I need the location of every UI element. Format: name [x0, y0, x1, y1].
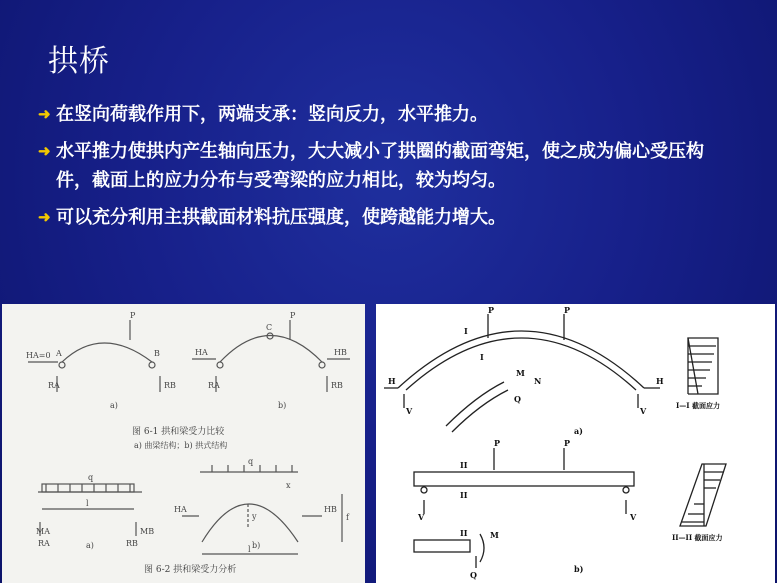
label-y: y: [252, 512, 257, 521]
label-p: P: [564, 305, 571, 315]
label-i: I: [464, 326, 468, 336]
label-v: V: [640, 406, 647, 416]
fig1-a-label: a): [110, 401, 118, 410]
label-f: f: [346, 513, 349, 522]
label-a: A: [56, 349, 62, 358]
label-ha: HA: [174, 505, 187, 514]
fig1-caption: 图 6-1 拱和梁受力比较: [132, 427, 225, 437]
label-q: Q: [514, 394, 521, 404]
fig1-subcaption: a) 曲梁结构；b) 拱式结构: [134, 441, 228, 450]
label-hb: HB: [334, 348, 347, 357]
label-m: M: [516, 368, 525, 378]
label-v: V: [630, 512, 637, 522]
right-figure-panel: [376, 304, 775, 583]
beam-support-right: [623, 487, 629, 493]
arch-outer-curve: [398, 331, 644, 388]
bullet-list: [38, 100, 738, 240]
label-ha: HA: [195, 348, 208, 357]
stress-diagram-2: [680, 464, 726, 526]
label-h: H: [656, 376, 664, 386]
arch-segment: [446, 382, 504, 426]
label-ma: MA: [36, 527, 50, 536]
label-p: P: [290, 311, 296, 320]
arrow-bullet-icon: ➜: [38, 142, 51, 160]
stress-label-2: II—II 截面应力: [672, 533, 723, 542]
arch-inner-curve: [406, 338, 636, 390]
arrow-bullet-icon: ➜: [38, 208, 51, 226]
support-pin-a: [217, 362, 223, 368]
moment-arc: [480, 534, 484, 562]
label-q: Q: [470, 570, 477, 580]
arch-section-stress-figure: [376, 304, 775, 583]
arch-analysis: [202, 504, 298, 542]
label-m: M: [490, 530, 499, 540]
arrow-bullet-icon: ➜: [38, 105, 51, 123]
label-q: q: [248, 457, 254, 466]
label-v: V: [406, 406, 413, 416]
label-rb: RB: [164, 381, 176, 390]
bullet-item: [38, 203, 738, 232]
beam-segment: [414, 540, 470, 552]
label-hb: HB: [324, 505, 337, 514]
label-ra: RA: [208, 381, 220, 390]
bullet-text: 可以充分利用主拱截面材料抗压强度，使跨越能力增大。: [56, 207, 506, 228]
label-p: P: [130, 311, 136, 320]
label-v: V: [418, 512, 425, 522]
support-roller-b: [149, 362, 155, 368]
label-rb: RB: [331, 381, 343, 390]
label-q: q: [88, 473, 94, 482]
label-ii: II: [460, 460, 468, 470]
curved-beam-a: [62, 343, 152, 362]
label-ra: RA: [38, 539, 50, 548]
label-ha0: HA=0: [26, 351, 51, 360]
straight-beam: [414, 472, 634, 486]
label-h: H: [388, 376, 396, 386]
label-p: P: [494, 438, 501, 448]
arch-beam-comparison-figure: [2, 304, 365, 583]
label-rb: RB: [126, 539, 138, 548]
beam-load-block: [42, 484, 134, 492]
support-pin-a: [59, 362, 65, 368]
fig2-b-label: b): [252, 541, 261, 550]
left-figure-panel: [2, 304, 365, 583]
bullet-item: [38, 100, 738, 129]
bullet-text: 水平推力使拱内产生轴向压力，大大减小了拱圈的截面弯矩，使之成为偏心受压构件，截面上的应力分布与受弯梁的应力相比，较为均匀。: [56, 141, 704, 191]
label-ra: RA: [48, 381, 60, 390]
fig2-a-label: a): [86, 541, 94, 550]
fig-b-label: b): [574, 564, 584, 574]
fig-a-label: a): [574, 426, 583, 436]
support-pin-b: [319, 362, 325, 368]
label-c: C: [266, 323, 273, 332]
bullet-text: 在竖向荷载作用下，两端支承：竖向反力，水平推力。: [56, 104, 488, 125]
label-mb: MB: [140, 527, 155, 536]
label-ii: II: [460, 490, 468, 500]
label-ii: II: [460, 528, 468, 538]
label-x: x: [286, 481, 291, 490]
arch-b: [220, 336, 322, 363]
label-p: P: [488, 305, 495, 315]
label-b: B: [154, 349, 160, 358]
label-l: l: [248, 545, 251, 554]
label-p: P: [564, 438, 571, 448]
fig2-caption: 图 6-2 拱和梁受力分析: [144, 565, 237, 575]
label-l: l: [86, 499, 89, 508]
stress-label-1: I—I 截面应力: [676, 401, 720, 410]
label-n: N: [534, 376, 542, 386]
bullet-item: [38, 137, 738, 195]
fig1-b-label: b): [278, 401, 287, 410]
label-i: I: [480, 352, 484, 362]
slide-title: 拱桥: [48, 44, 110, 79]
beam-support-left: [421, 487, 427, 493]
